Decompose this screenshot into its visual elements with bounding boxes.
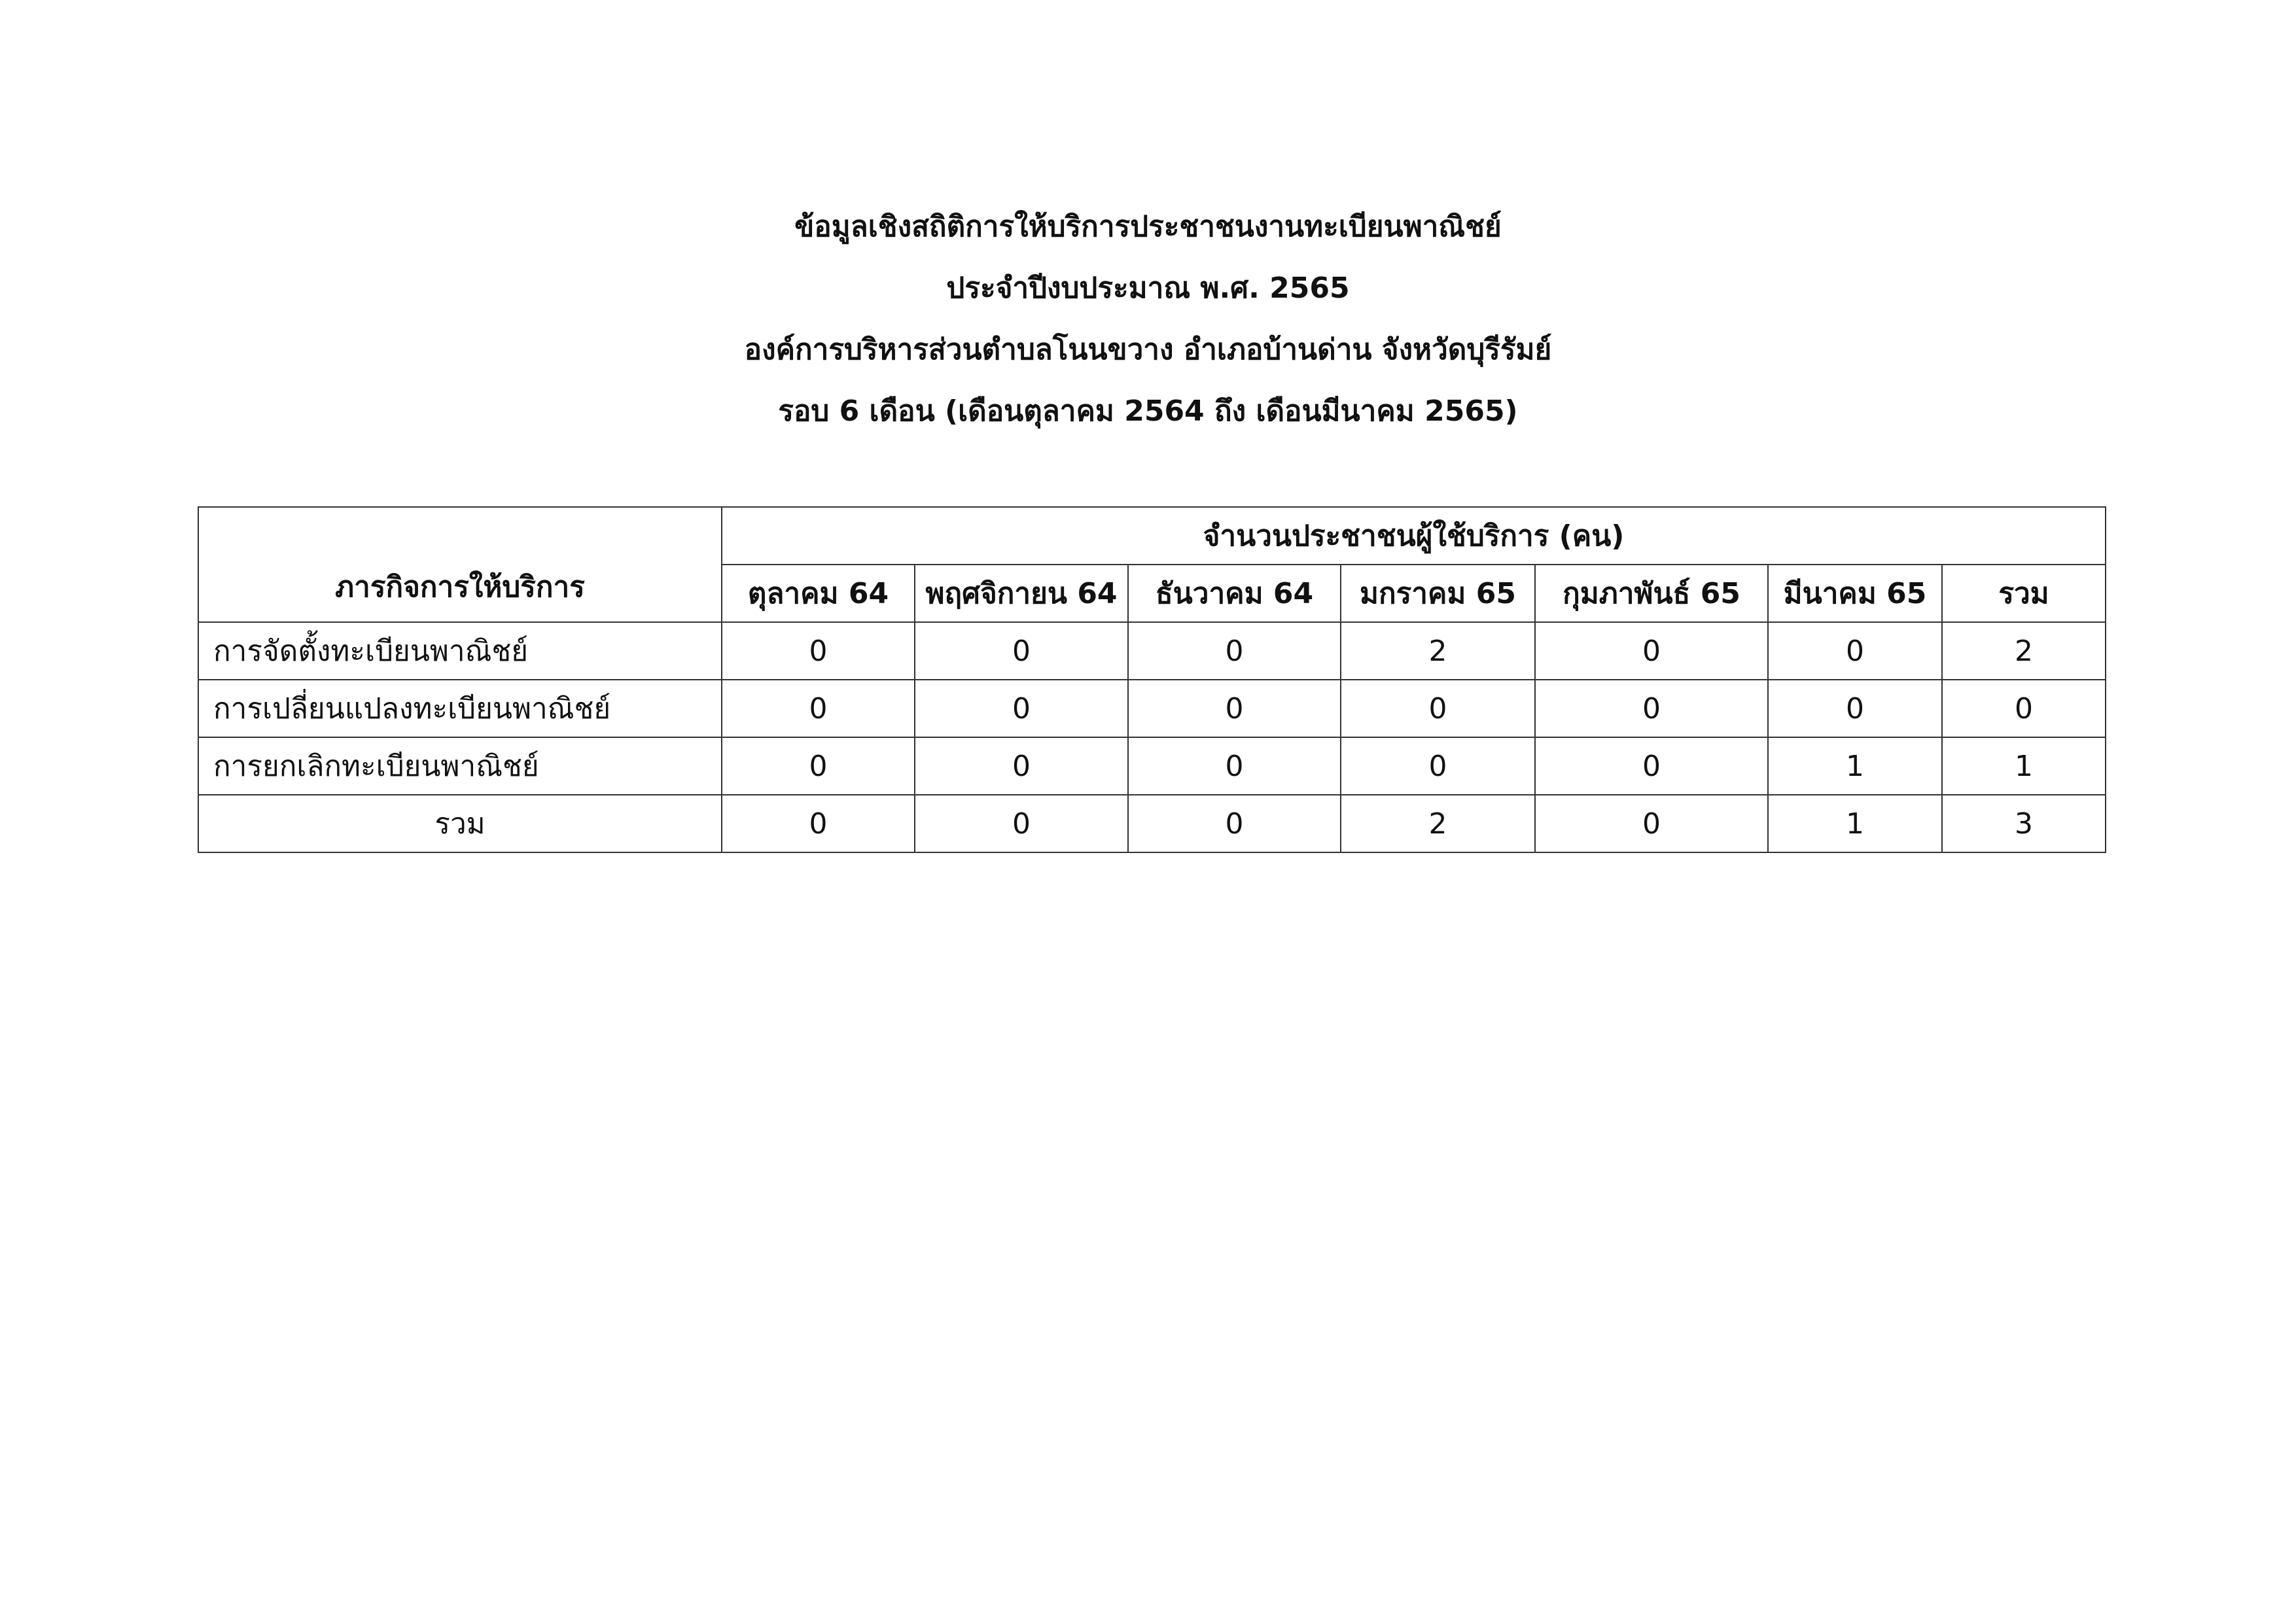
table-cell: 0 <box>915 795 1128 852</box>
table-cell: 0 <box>915 737 1128 795</box>
table-cell: 2 <box>1341 795 1535 852</box>
total-column-header: รวม <box>1942 565 2106 622</box>
table-cell: 0 <box>1128 737 1341 795</box>
table-cell: 0 <box>1341 737 1535 795</box>
table-cell: 0 <box>1128 622 1341 680</box>
month-header-nov-64: พฤศจิกายน 64 <box>915 565 1128 622</box>
document-title: ข้อมูลเชิงสถิติการให้บริการประชาชนงานทะเบียนพาณิชย์ <box>794 210 1502 243</box>
table-cell: 0 <box>1128 680 1341 737</box>
table-cell: 1 <box>1768 737 1942 795</box>
totals-row <box>198 795 2106 852</box>
table-cell: 0 <box>915 622 1128 680</box>
table-cell: 0 <box>722 795 915 852</box>
document-header <box>0 196 2296 442</box>
table-cell: 0 <box>1535 737 1768 795</box>
table-cell: 0 <box>1535 622 1768 680</box>
month-header-dec-64: ธันวาคม 64 <box>1128 565 1341 622</box>
table-cell: 1 <box>1768 795 1942 852</box>
header-row-group <box>198 507 2106 565</box>
table-cell: 2 <box>1341 622 1535 680</box>
organization-line: องค์การบริหารส่วนตำบลโนนขวาง อำเภอบ้านด่าน จังหวัดบุรีรัมย์ <box>744 333 1552 366</box>
table-cell: 0 <box>1768 622 1942 680</box>
table-cell: 0 <box>1768 680 1942 737</box>
table-cell: 0 <box>1128 795 1341 852</box>
table-row <box>198 622 2106 680</box>
table-cell: 0 <box>722 680 915 737</box>
month-header-jan-65: มกราคม 65 <box>1341 565 1535 622</box>
row-total-cell: 1 <box>1942 737 2106 795</box>
row-total-cell: 2 <box>1942 622 2106 680</box>
service-statistics-table <box>198 506 2106 853</box>
month-header-oct-64: ตุลาคม 64 <box>722 565 915 622</box>
mission-column-header: ภารกิจการให้บริการ <box>198 507 722 622</box>
row-total-cell: 0 <box>1942 680 2106 737</box>
table-cell: 0 <box>722 737 915 795</box>
table-cell: 0 <box>1535 795 1768 852</box>
table-cell: 0 <box>1535 680 1768 737</box>
grand-total-cell: 3 <box>1942 795 2106 852</box>
row-label: การจัดตั้งทะเบียนพาณิชย์ <box>198 622 722 680</box>
table-row <box>198 737 2106 795</box>
fiscal-year-line: ประจำปีงบประมาณ พ.ศ. 2565 <box>946 271 1350 305</box>
row-label: การเปลี่ยนแปลงทะเบียนพาณิชย์ <box>198 680 722 737</box>
month-header-feb-65: กุมภาพันธ์ 65 <box>1535 565 1768 622</box>
period-line: รอบ 6 เดือน (เดือนตุลาคม 2564 ถึง เดือนมีนาคม 2565) <box>778 394 1518 428</box>
row-label: การยกเลิกทะเบียนพาณิชย์ <box>198 737 722 795</box>
table-row <box>198 680 2106 737</box>
month-header-mar-65: มีนาคม 65 <box>1768 565 1942 622</box>
table-cell: 0 <box>1341 680 1535 737</box>
service-users-group-header: จำนวนประชาชนผู้ใช้บริการ (คน) <box>722 507 2106 565</box>
table-cell: 0 <box>915 680 1128 737</box>
totals-row-label: รวม <box>198 795 722 852</box>
table-cell: 0 <box>722 622 915 680</box>
